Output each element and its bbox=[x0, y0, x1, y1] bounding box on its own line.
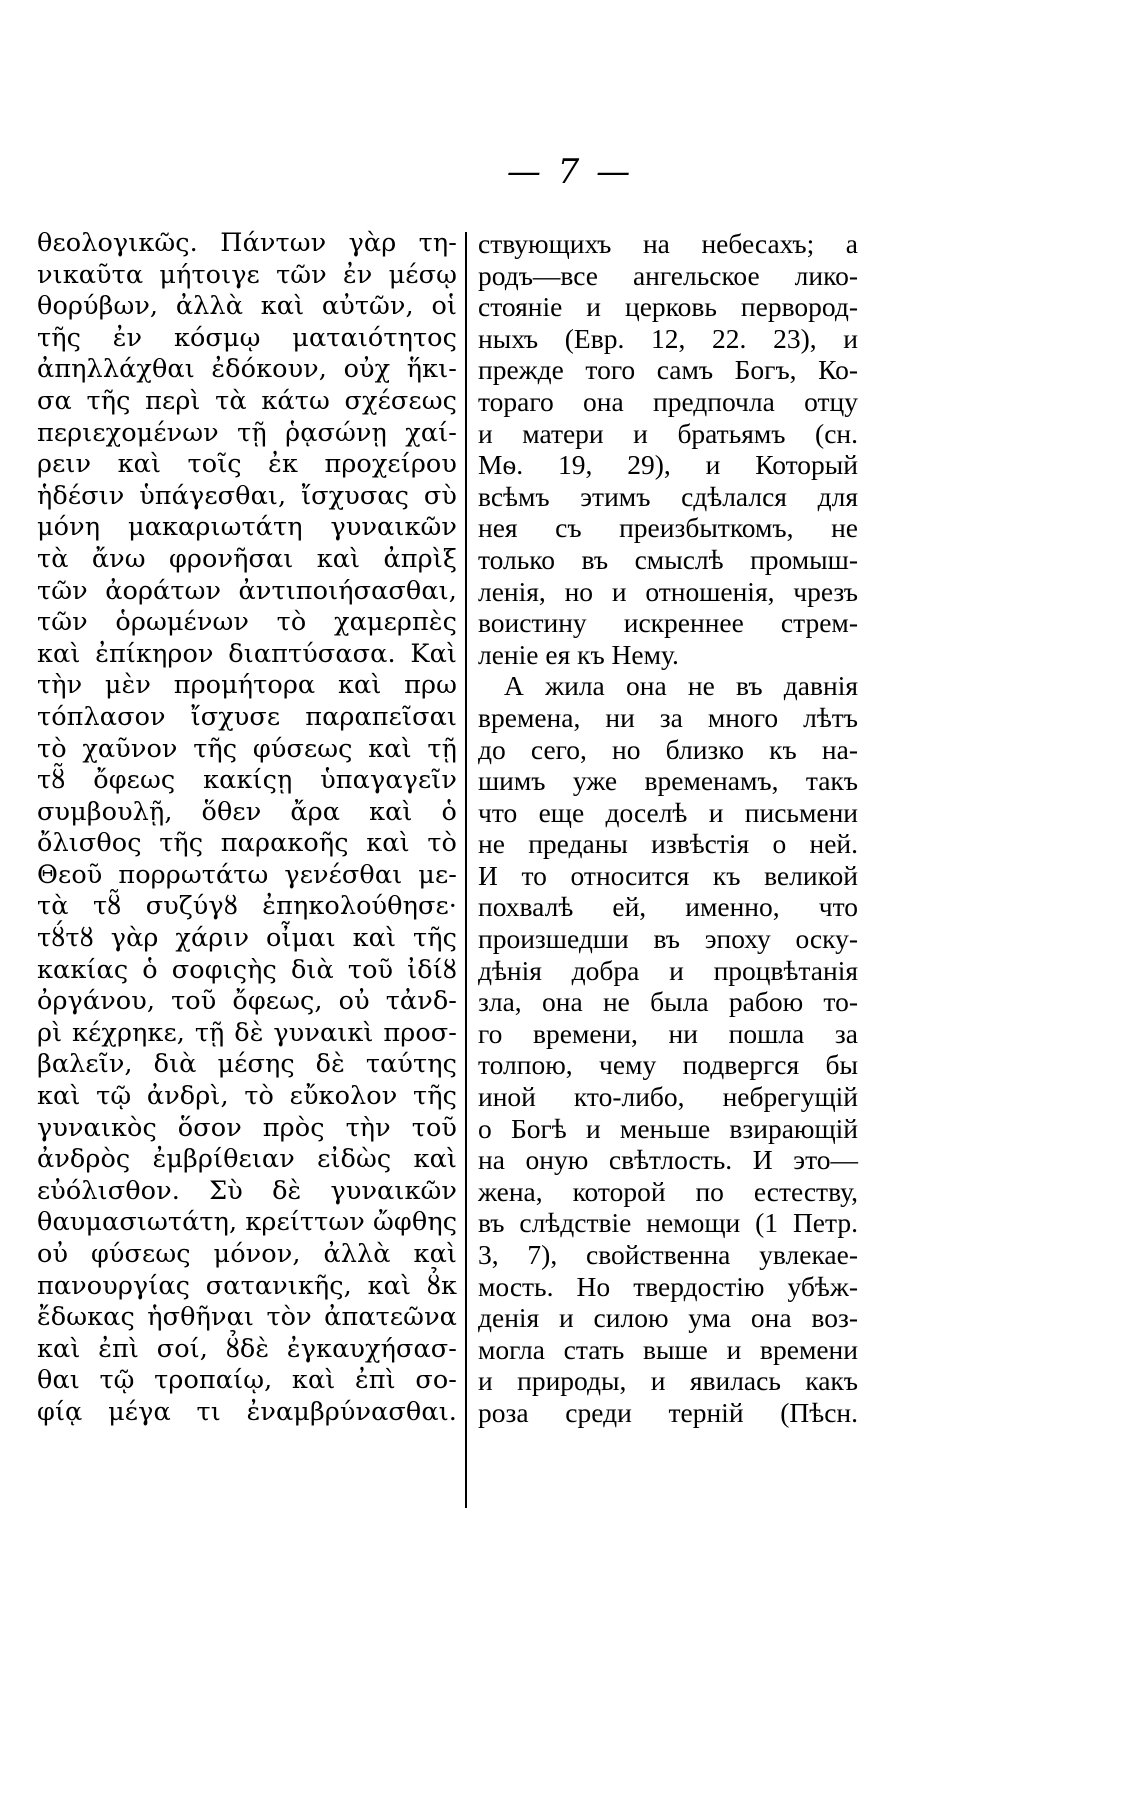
text-line: ἡδέσιν ὑπάγεσθαι, ἴσχυσας σὺ bbox=[37, 480, 457, 511]
text-line: воистину искреннее стрем- bbox=[478, 607, 858, 639]
text-line: νικαῦτα μήτοιγε τῶν ἐν μέσῳ bbox=[37, 259, 457, 290]
text-line: τῶν ὁρωμένων τὸ χαμερπὲς bbox=[37, 607, 457, 638]
greek-text-column bbox=[37, 228, 457, 1429]
text-line: нея съ преизбыткомъ, не bbox=[478, 512, 858, 544]
text-line: ленiе ея къ Нему. bbox=[478, 638, 679, 670]
text-line: τόπλασον ἴσχυσε παραπεῖσαι bbox=[37, 701, 457, 732]
text-line: А жила она не въ давнiя bbox=[504, 670, 858, 702]
text-line: ὄλισθος τῆς παρακοῆς καὶ τὸ bbox=[37, 828, 457, 859]
text-line: о Богѣ и меньше взирающiй bbox=[478, 1112, 858, 1144]
text-line: иной кто-либо, небрегущiй bbox=[478, 1081, 858, 1113]
text-line: μόνη μακαριωτάτη γυναικῶν bbox=[37, 512, 457, 543]
text-line: что еще доселѣ и письмени bbox=[478, 796, 858, 828]
text-line: роза среди тернiй (Пѣсн. bbox=[478, 1396, 858, 1428]
text-line: Θεοῦ πορρωτάτω γενέσθαι με- bbox=[37, 859, 457, 890]
text-line: γυναικὸς ὅσον πρὸς τὴν τοῦ bbox=[37, 1112, 457, 1143]
text-line: καὶ ἐπίκηρον διαπτύσασα. Καὶ bbox=[37, 638, 457, 669]
text-line: И то относится къ великой bbox=[478, 859, 858, 891]
text-line: времена, ни за много лѣтъ bbox=[478, 701, 858, 733]
text-line: τὸ χαῦνον τῆς φύσεως καὶ τῇ bbox=[37, 733, 457, 764]
text-line: ρειν καὶ τοῖς ἐκ προχείρου bbox=[37, 449, 457, 480]
text-line: го времени, ни пошла за bbox=[478, 1017, 858, 1049]
text-line: ὀργάνου, τοῦ ὄφεως, οὐ τἀνδ- bbox=[37, 986, 457, 1017]
text-line: θορύβων, ἀλλὰ καὶ αὐτῶν, οἱ bbox=[37, 291, 457, 322]
text-line: до сего, но близко къ на- bbox=[478, 733, 858, 765]
text-line: ныхъ (Евр. 12, 22. 23), и bbox=[478, 322, 858, 354]
text-line: 3, 7), свойственна увлекае- bbox=[478, 1239, 858, 1270]
text-line: θαυμασιωτάτη, κρείττων ὤφθης bbox=[37, 1207, 458, 1238]
text-line: ствующихъ на небесахъ; а bbox=[478, 228, 858, 259]
text-line: стоянiе и церковь первород- bbox=[478, 291, 858, 323]
text-line: и природы, и явилась какъ bbox=[478, 1365, 858, 1397]
text-line: θεολογικῶς. Πάντων γὰρ τη- bbox=[37, 228, 457, 258]
text-line: τȣ́τȣ γὰρ χάριν οἶμαι καὶ τῆς bbox=[37, 923, 457, 954]
text-line: денiя и силою ума она воз- bbox=[478, 1302, 858, 1334]
text-line: могла стать выше и времени bbox=[478, 1333, 858, 1365]
text-line: συμβουλῇ, ὅθεν ἄρα καὶ ὁ bbox=[37, 796, 457, 827]
text-line: κακίας ὁ σοφιςὴς διὰ τοῦ ἰδίȣ bbox=[37, 954, 457, 985]
text-line: τῆς ἐν κόσμῳ ματαιότητος bbox=[37, 322, 457, 353]
text-line: οὐ φύσεως μόνον, ἀλλὰ καὶ bbox=[37, 1239, 457, 1269]
text-line: родъ—все ангельское лико- bbox=[478, 259, 858, 291]
text-line: ρὶ κέχρηκε, τῇ δὲ γυναικὶ προσ- bbox=[37, 1017, 457, 1048]
text-line: περιεχομένων τῇ ῥᾳσώνῃ χαί- bbox=[37, 417, 457, 448]
text-line: εὐόλισθον. Σὺ δὲ γυναικῶν bbox=[37, 1175, 457, 1206]
page-number: — 7 — bbox=[506, 152, 634, 192]
text-line: всѣмъ этимъ сдѣлался для bbox=[478, 480, 858, 512]
text-line: на оную свѣтлость. И это— bbox=[478, 1144, 858, 1176]
text-line: πανουργίας σατανικῆς, καὶ ȣ̉κ bbox=[37, 1270, 457, 1301]
text-line: τὴν μὲν προμήτορα καὶ πρω bbox=[37, 670, 457, 701]
text-line: зла, она не была рабою то- bbox=[478, 986, 858, 1018]
text-line: не преданы извѣстiя о ней. bbox=[478, 828, 858, 860]
text-line: καὶ ἐπὶ σοί, ȣ̉δὲ ἐγκαυχήσασ- bbox=[37, 1333, 457, 1364]
text-line: тораго она предпочла отцу bbox=[478, 385, 858, 417]
text-line: τῶν ἀοράτων ἀντιποιήσασθαι, bbox=[37, 575, 457, 606]
text-line: произшедши въ эпоху оску- bbox=[478, 923, 858, 955]
text-line: βαλεῖν, διὰ μέσης δὲ ταύτης bbox=[37, 1049, 457, 1080]
text-line: Мѳ. 19, 29), и Который bbox=[478, 449, 858, 481]
text-line: похвалѣ ей, именно, что bbox=[478, 891, 858, 923]
text-line: только въ смыслѣ промыш- bbox=[478, 543, 858, 575]
text-line: φίᾳ μέγα τι ἐναμβρύνασθαι. bbox=[37, 1396, 457, 1427]
text-line: въ слѣдствiе немощи (1 Петр. bbox=[478, 1207, 858, 1239]
text-line: шимъ уже временамъ, такъ bbox=[478, 765, 858, 797]
text-line: τὰ ἄνω φρονῆσαι καὶ ἀπρὶξ bbox=[37, 543, 457, 574]
text-line: дѣнiя добра и процвѣтанiя bbox=[478, 954, 858, 986]
text-line: ἔδωκας ἡσθῆναι τὸν ἀπατεῶνα bbox=[37, 1302, 457, 1333]
column-divider bbox=[465, 232, 467, 1508]
text-line: толпою, чему подвергся бы bbox=[478, 1049, 858, 1081]
text-line: θαι τῷ τροπαίῳ, καὶ ἐπὶ σο- bbox=[37, 1365, 457, 1396]
russian-text-column bbox=[478, 228, 858, 1429]
text-line: καὶ τῷ ἀνδρὶ, τὸ εὔκολον τῆς bbox=[37, 1081, 457, 1112]
text-line: ἀπηλλάχθαι ἐδόκουν, οὐχ ἥκι- bbox=[37, 354, 457, 385]
text-line: ленiя, но и отношенiя, чрезъ bbox=[478, 575, 858, 607]
text-line: σα τῆς περὶ τὰ κάτω σχέσεως bbox=[37, 385, 457, 416]
text-line: τὰ τȣ̃ συζύγȣ ἐπηκολούθησε· bbox=[37, 891, 457, 922]
text-line: мость. Но твердостiю убѣж- bbox=[478, 1270, 858, 1302]
text-line: жена, которой по естеству, bbox=[478, 1175, 858, 1207]
text-line: прежде того самъ Богъ, Ко- bbox=[478, 354, 858, 386]
text-line: и матери и братьямъ (сн. bbox=[478, 417, 858, 449]
text-line: τȣ̃ ὄφεως κακίςῃ ὑπαγαγεῖν bbox=[37, 765, 457, 796]
text-line: ἀνδρὸς ἐμβρίθειαν εἰδὼς καὶ bbox=[37, 1144, 457, 1175]
